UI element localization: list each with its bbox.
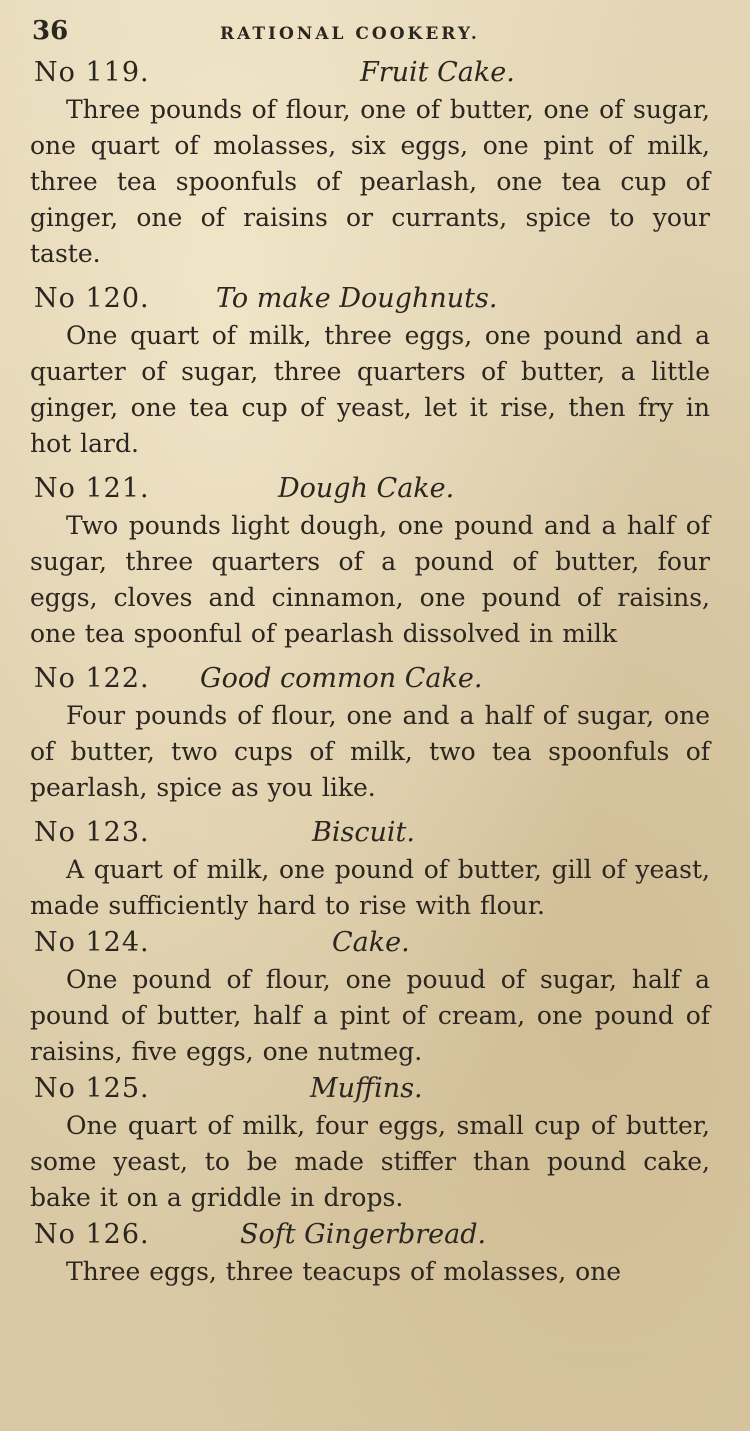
- recipe-122: [30, 660, 710, 806]
- recipe-number: No 119.: [34, 57, 150, 88]
- recipe-number: No 126.: [34, 1219, 150, 1250]
- recipe-121: [30, 470, 710, 652]
- page-header: [30, 14, 710, 54]
- recipe-124: [30, 924, 710, 1070]
- recipe-number: No 123.: [34, 817, 150, 848]
- recipe-123: [30, 814, 710, 924]
- recipe-text: Two pounds light dough, one pound and a half of sugar, three quarters of a pound of butter, four eggs, cloves and cinnamon, one pound of raisins, one tea spoonful of pearlash dissolved in milk: [30, 511, 710, 648]
- recipe-120: [30, 280, 710, 462]
- page-number: 36: [32, 16, 69, 46]
- recipe-title: Cake.: [332, 927, 410, 958]
- recipe-text: One pound of flour, one pouud of sugar, half a pound of butter, half a pint of cream, one pound of raisins, five eggs, one nutmeg.: [30, 965, 710, 1066]
- recipe-text: Four pounds of flour, one and a half of sugar, one of butter, two cups of milk, two tea spoonfuls of pearlash, spice as you like.: [30, 701, 710, 802]
- recipe-119: [30, 54, 710, 272]
- recipe-title: Muffins.: [310, 1073, 423, 1104]
- recipe-title: Fruit Cake.: [360, 57, 515, 88]
- recipe-number: No 120.: [34, 283, 150, 314]
- recipe-title: Soft Gingerbread.: [240, 1219, 487, 1250]
- recipe-126: [30, 1216, 710, 1290]
- recipe-number: No 121.: [34, 473, 150, 504]
- recipe-number: No 125.: [34, 1073, 150, 1104]
- recipe-heading: [30, 814, 710, 852]
- recipe-heading: [30, 470, 710, 508]
- recipe-number: No 122.: [34, 663, 150, 694]
- recipe-text: One quart of milk, four eggs, small cup of butter, some yeast, to be made stiffer than pound cake, bake it on a griddle in drops.: [30, 1111, 710, 1212]
- recipe-heading: [30, 280, 710, 318]
- recipe-heading: [30, 54, 710, 92]
- recipe-title: Good common Cake.: [200, 663, 483, 694]
- recipe-heading: [30, 1216, 710, 1254]
- recipe-title: Biscuit.: [312, 817, 415, 848]
- recipe-text: Three eggs, three teacups of molasses, one: [66, 1257, 622, 1286]
- recipe-heading: [30, 924, 710, 962]
- recipe-heading: [30, 1070, 710, 1108]
- recipe-text: Three pounds of flour, one of butter, one of sugar, one quart of molasses, six eggs, one pint of milk, three tea spoonfuls of pearlash, one tea cup of ginger, one of raisins or currants, spice to your taste.: [30, 95, 710, 268]
- recipe-title: Dough Cake.: [278, 473, 455, 504]
- recipe-text: A quart of milk, one pound of butter, gill of yeast, made sufficiently hard to rise with flour.: [30, 855, 710, 920]
- recipe-heading: [30, 660, 710, 698]
- recipe-125: [30, 1070, 710, 1216]
- recipe-text: One quart of milk, three eggs, one pound and a quarter of sugar, three quarters of butter, a little ginger, one tea cup of yeast, let it rise, then fry in hot lard.: [30, 321, 710, 458]
- running-head: RATIONAL COOKERY.: [220, 24, 480, 44]
- recipe-number: No 124.: [34, 927, 150, 958]
- recipe-title: To make Doughnuts.: [216, 283, 498, 314]
